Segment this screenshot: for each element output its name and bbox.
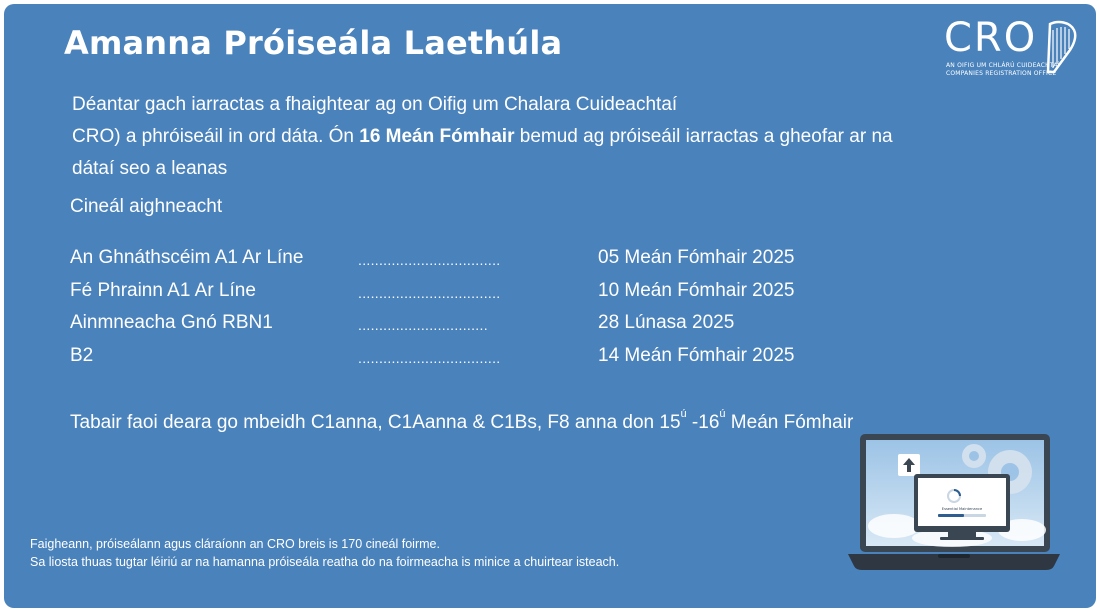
logo-text: CRO bbox=[944, 15, 1038, 61]
logo-subtitle-english: COMPANIES REGISTRATION OFFICE bbox=[946, 70, 1057, 77]
dot-leader: .................................. bbox=[358, 252, 501, 268]
logo-subtitle-irish: AN OIFIG UM CHLÁRÚ CUIDEACHTAÍ bbox=[946, 62, 1060, 69]
page-title: Amanna Próiseála Laethúla bbox=[64, 24, 563, 62]
notice-ordinal-2: ú bbox=[719, 408, 726, 420]
intro-date-highlight: 16 Meán Fómhair bbox=[359, 126, 515, 147]
processing-date: 05 Meán Fómhair 2025 bbox=[598, 247, 795, 268]
notice-middle: -16 bbox=[686, 412, 720, 433]
notice-start: Tabair faoi deara go mbeidh C1anna, C1Aanna & C1Bs, F8 anna don 15 bbox=[70, 412, 681, 433]
notice-ordinal-1: ú bbox=[680, 408, 687, 420]
intro-line-1: Déantar gach iarractas a fhaightear ag on Oifig um Chalara Cuideachtaí bbox=[72, 94, 678, 115]
intro-line-3: dátaí seo a leanas bbox=[72, 158, 228, 179]
harp-icon bbox=[1044, 20, 1078, 76]
cro-logo bbox=[944, 16, 1084, 76]
submission-type: Ainmneacha Gnó RBN1 bbox=[70, 312, 273, 333]
dot-leader: .................................. bbox=[358, 284, 501, 301]
list-item bbox=[70, 280, 870, 313]
notice-end: Meán Fómhair bbox=[725, 412, 854, 433]
intro-paragraph bbox=[72, 89, 1002, 185]
footer-line-2: Sa liosta thuas tugtar léiriú ar na hamanna próiseála reatha do na foirmeacha is minice a chuirtear isteach. bbox=[30, 555, 620, 569]
list-item bbox=[70, 247, 870, 280]
submission-type: B2 bbox=[70, 344, 94, 366]
submission-type: An Ghnáthscéim A1 Ar Líne bbox=[70, 247, 304, 268]
list-item bbox=[70, 312, 870, 345]
processing-date: 28 Lúnasa 2025 bbox=[598, 312, 735, 333]
submission-type: Fé Phrainn A1 Ar Líne bbox=[70, 279, 256, 301]
dot-leader: .................................. bbox=[358, 349, 501, 366]
screen-maintenance-text: Essential Maintenance bbox=[941, 507, 983, 511]
processing-dates-list bbox=[70, 247, 870, 377]
laptop-maintenance-illustration bbox=[842, 430, 1066, 576]
submission-type-heading: Cineál aighneacht bbox=[70, 196, 223, 217]
notice-text bbox=[70, 408, 854, 434]
intro-line-2 bbox=[72, 121, 1002, 153]
list-item bbox=[70, 345, 870, 378]
footer-line-1: Faigheann, próiseálann agus cláraíonn an CRO breis is 170 cineál foirme. bbox=[30, 537, 440, 551]
intro-line-2-start: CRO) a phróiseáil in ord dáta. Ón bbox=[72, 126, 360, 147]
footer-text bbox=[30, 535, 619, 571]
processing-date: 10 Meán Fómhair 2025 bbox=[598, 279, 795, 301]
processing-date: 14 Meán Fómhair 2025 bbox=[598, 344, 795, 366]
dot-leader: ............................... bbox=[358, 317, 488, 333]
intro-line-2-end: bemud ag próiseáil iarractas a gheofar ar na bbox=[514, 126, 893, 147]
processing-times-panel bbox=[4, 4, 1096, 608]
